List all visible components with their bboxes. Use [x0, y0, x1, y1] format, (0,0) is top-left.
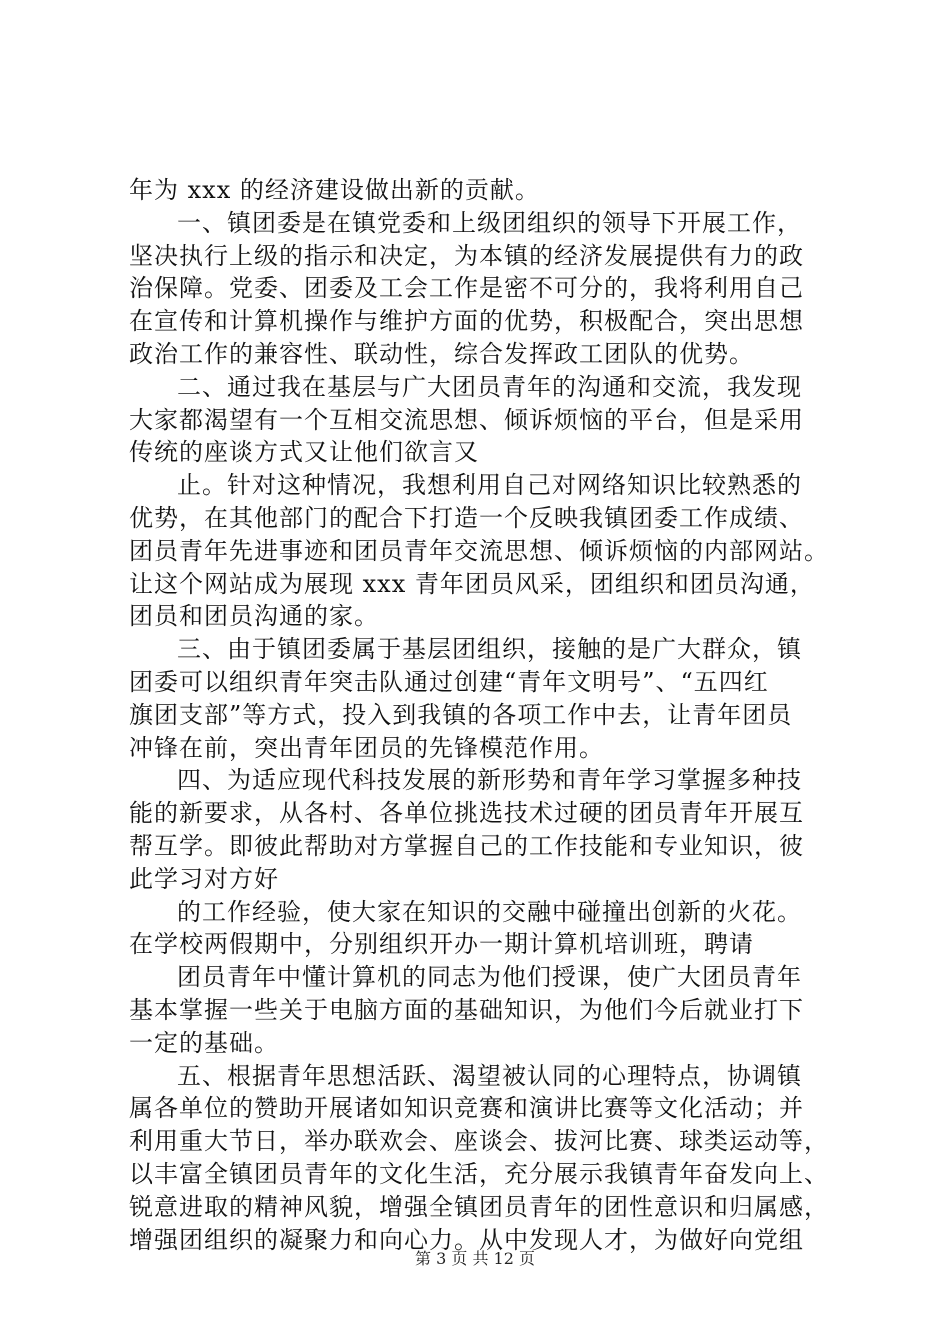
text-line: 年为 xxx 的经济建设做出新的贡献。 [129, 176, 540, 204]
text-line: 一、镇团委是在镇党委和上级团组织的领导下开展工作， [177, 208, 802, 237]
text-line: 在学校两假期中，分别组织开办一期计算机培训班，聘请 [129, 930, 754, 959]
text-line: 锐意进取的精神风貌，增强全镇团员青年的团性意识和归属感， [129, 1192, 829, 1221]
text-line: 让这个网站成为展现 xxx 青年团员风采，团组织和团员沟通， [129, 569, 815, 598]
text-line: 团委可以组织青年突击队通过创建“青年文明号”、“五四红 [129, 667, 769, 696]
text-line: 治保障。党委、团委及工会工作是密不可分的，我将利用自己 [129, 274, 804, 303]
text-line: 能的新要求，从各村、各单位挑选技术过硬的团员青年开展互 [129, 799, 804, 828]
text-line: 以丰富全镇团员青年的文化生活，充分展示我镇青年奋发向上、 [129, 1159, 829, 1188]
text-line: 属各单位的赞助开展诸如知识竞赛和演讲比赛等文化活动；并 [129, 1094, 804, 1123]
text-line: 传统的座谈方式又让他们欲言又 [129, 438, 479, 467]
text-line: 在宣传和计算机操作与维护方面的优势，积极配合，突出思想 [129, 307, 804, 336]
page-number-footer: 第 3 页 共 12 页 [415, 1249, 535, 1268]
text-line: 旗团支部”等方式，投入到我镇的各项工作中去，让青年团员 [129, 700, 793, 729]
text-line: 冲锋在前，突出青年团员的先锋模范作用。 [129, 733, 604, 762]
text-line: 大家都渴望有一个互相交流思想、倾诉烦恼的平台，但是采用 [129, 405, 804, 434]
text-line: 政治工作的兼容性、联动性，综合发挥政工团队的优势。 [129, 339, 754, 368]
text-line: 团员青年中懂计算机的同志为他们授课，使广大团员青年 [177, 963, 802, 992]
text-line: 五、根据青年思想活跃、渴望被认同的心理特点，协调镇 [177, 1061, 802, 1090]
text-line: 增强团组织的凝聚力和向心力。从中发现人才，为做好向党组 [129, 1225, 804, 1254]
text-line: 四、为适应现代科技发展的新形势和青年学习掌握多种技 [177, 766, 802, 795]
document-body [129, 174, 829, 1256]
text-line: 止。针对这种情况，我想利用自己对网络知识比较熟悉的 [177, 471, 802, 500]
text-line: 的工作经验，使大家在知识的交融中碰撞出创新的火花。 [177, 897, 802, 926]
text-line: 利用重大节日，举办联欢会、座谈会、拔河比赛、球类运动等， [129, 1127, 829, 1156]
text-line: 三、由于镇团委属于基层团组织，接触的是广大群众，镇 [177, 635, 802, 664]
text-line: 基本掌握一些关于电脑方面的基础知识，为他们今后就业打下 [129, 995, 804, 1024]
text-line: 此学习对方好 [129, 864, 279, 893]
text-line: 坚决执行上级的指示和决定，为本镇的经济发展提供有力的政 [129, 241, 804, 270]
text-line: 一定的基础。 [129, 1028, 279, 1057]
text-line: 帮互学。即彼此帮助对方掌握自己的工作技能和专业知识，彼 [129, 831, 804, 860]
text-line: 团员青年先进事迹和团员青年交流思想、倾诉烦恼的内部网站。 [129, 536, 829, 565]
text-line: 团员和团员沟通的家。 [129, 602, 379, 631]
text-line: 二、通过我在基层与广大团员青年的沟通和交流，我发现 [177, 372, 802, 401]
text-line: 优势，在其他部门的配合下打造一个反映我镇团委工作成绩、 [129, 503, 804, 532]
